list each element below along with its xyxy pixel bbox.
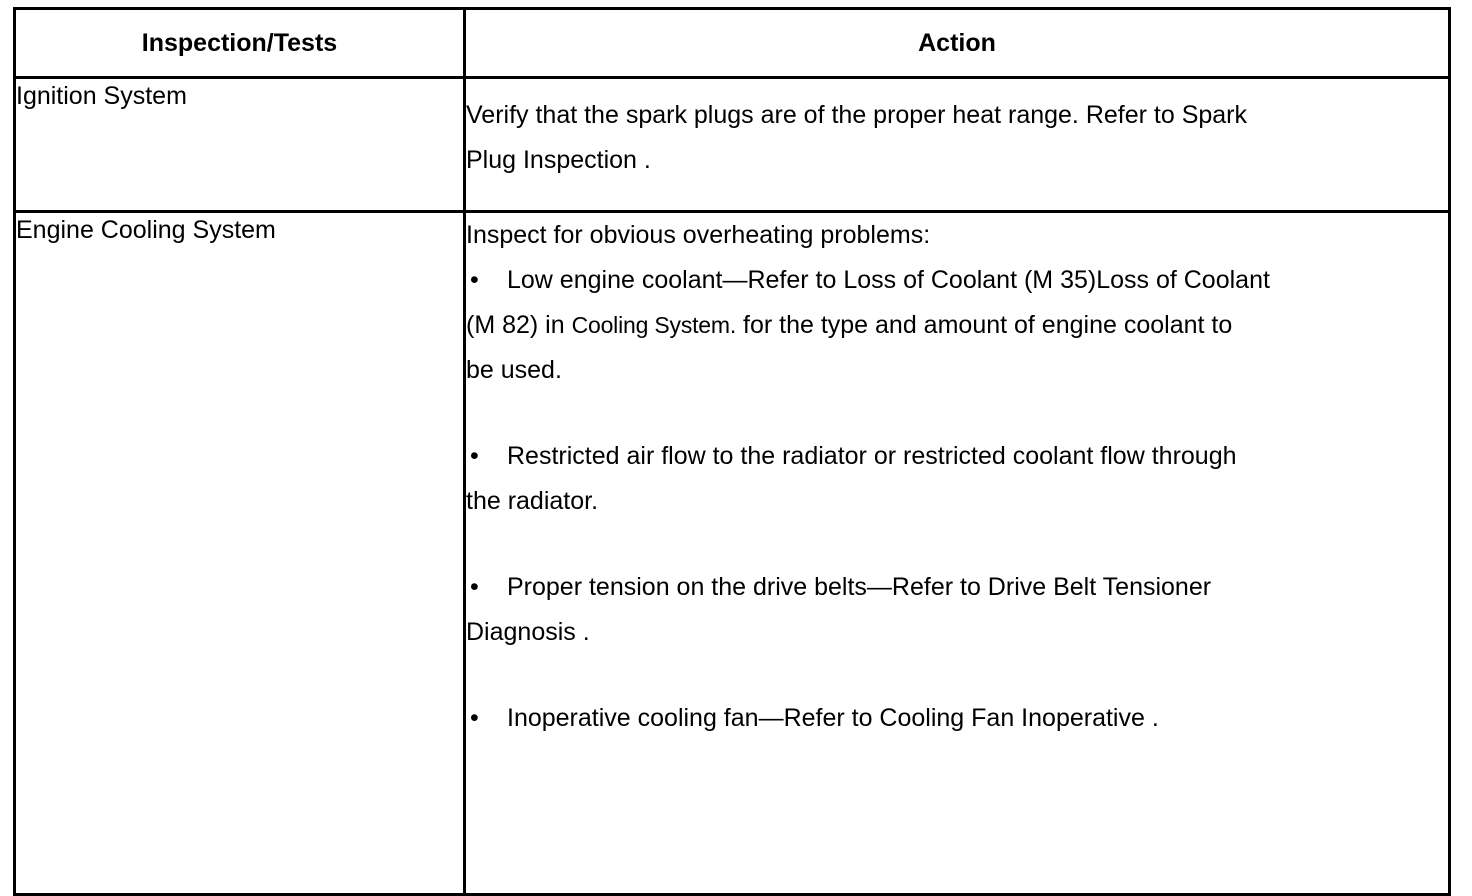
header-inspection-tests: Inspection/Tests — [15, 9, 465, 78]
bullet-text-fragment: for the type and amount of engine coolant to — [736, 311, 1233, 339]
bullet-icon: • — [470, 442, 479, 470]
list-item-low-coolant — [466, 258, 1448, 393]
action-cell-cooling — [465, 212, 1450, 895]
table-row-ignition-system — [15, 78, 1450, 212]
bullet-text-line: Proper tension on the drive belts—Refer to Drive Belt Tensioner — [507, 573, 1212, 601]
list-item-restricted-air-flow — [466, 434, 1448, 524]
bullet-text-line: Low engine coolant—Refer to Loss of Coolant (M 35)Loss of Coolant — [507, 266, 1270, 294]
bullet-icon: • — [470, 573, 479, 601]
inspection-cell-ignition — [15, 78, 465, 212]
bullet-text-fragment: (M 82) in — [466, 311, 572, 339]
header-action: Action — [465, 9, 1450, 78]
table-row-engine-cooling-system — [15, 212, 1450, 895]
list-item-drive-belt-tension — [466, 565, 1448, 655]
bullet-icon: • — [470, 266, 479, 294]
bullet-text-line: Inoperative cooling fan—Refer to Cooling Fan Inoperative . — [507, 704, 1159, 732]
inspection-label: Ignition System — [16, 82, 187, 110]
bullet-text-line: Diagnosis . — [466, 618, 590, 646]
cooling-system-reference: Cooling System. — [571, 312, 737, 338]
bullet-text-line: be used. — [466, 356, 562, 384]
action-intro: Inspect for obvious overheating problems: — [466, 221, 931, 249]
inspection-cell-cooling — [15, 212, 465, 895]
action-text-line: Verify that the spark plugs are of the proper heat range. Refer to Spark — [466, 101, 1248, 129]
bullet-icon: • — [470, 704, 479, 732]
header-row — [15, 9, 1450, 78]
inspection-table — [13, 7, 1451, 896]
action-cell-ignition — [465, 78, 1450, 212]
action-text-line: Plug Inspection . — [466, 146, 651, 174]
bullet-text-line: the radiator. — [466, 487, 599, 515]
bullet-text-line: Restricted air flow to the radiator or restricted coolant flow through — [507, 442, 1237, 470]
inspection-label: Engine Cooling System — [16, 216, 276, 244]
list-item-cooling-fan — [466, 696, 1448, 741]
